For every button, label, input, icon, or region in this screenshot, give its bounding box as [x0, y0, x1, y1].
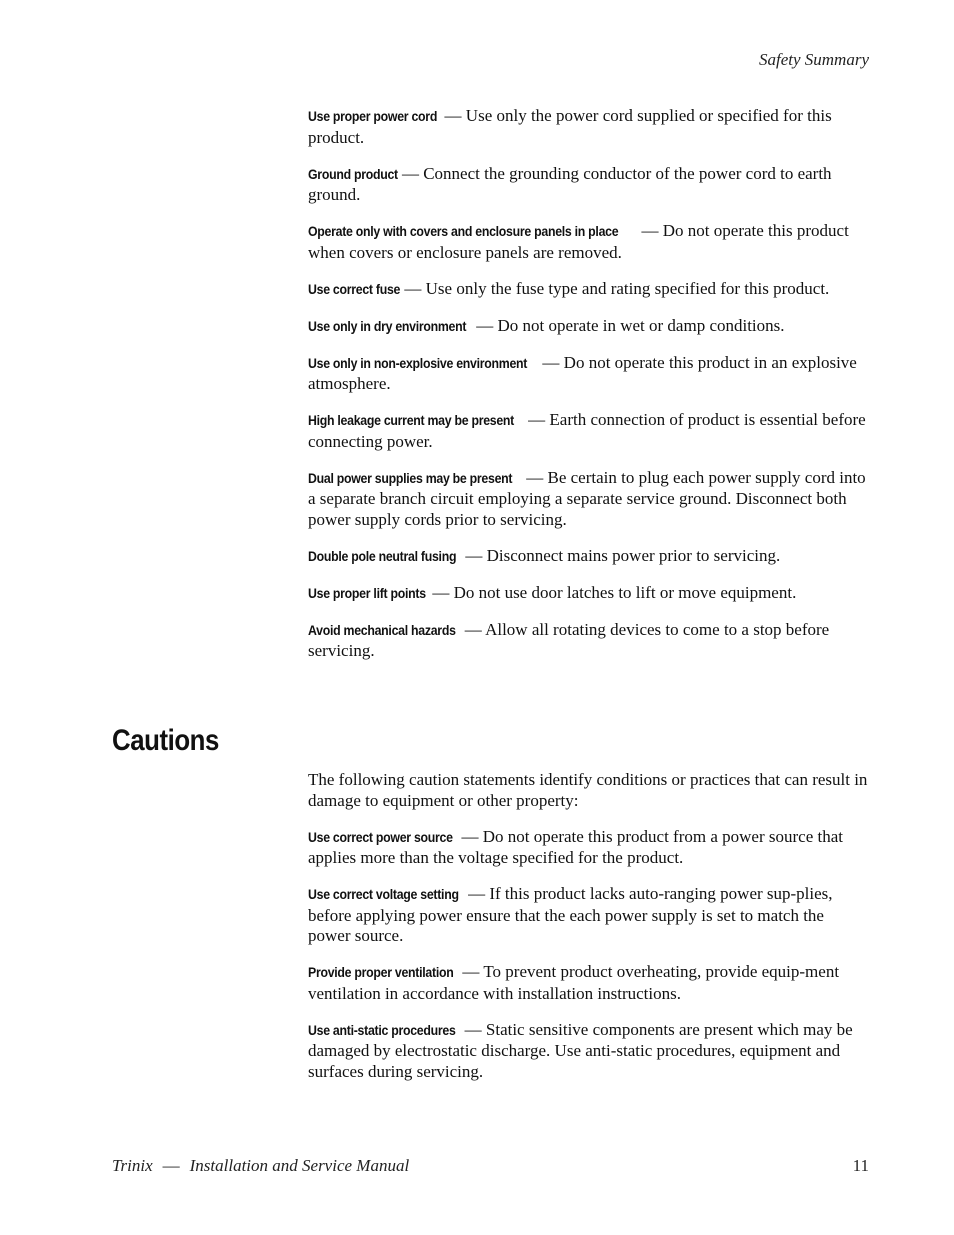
- caution-text: Do not operate this product from a power source that applies more than the voltage specified for the product.: [308, 826, 843, 867]
- footer-separator: —: [162, 1156, 180, 1175]
- caution-item: Use correct power source — Do not operate this product from a power source that applies more than the voltage specified for the product.: [308, 826, 843, 867]
- warning-term: Use proper power cord: [308, 109, 438, 124]
- warning-item: Double pole neutral fusing — Disconnect mains power prior to servicing.: [308, 546, 870, 568]
- warning-text: Connect the grounding conductor of the power cord to earth ground.: [308, 163, 832, 204]
- warning-item: Use correct fuse — Use only the fuse type and rating specified for this product.: [308, 279, 870, 301]
- warning-term: Use proper lift points: [308, 585, 426, 601]
- warning-text: Allow all rotating devices to come to a stop before servicing.: [308, 619, 830, 660]
- warning-list: [308, 106, 870, 677]
- cautions-heading: Cautions: [112, 724, 219, 757]
- footer-manual-title: Installation and Service Manual: [189, 1156, 410, 1175]
- warning-term: Operate only with covers and enclosure panels in place: [308, 224, 619, 239]
- warning-text: Do not use door latches to lift or move equipment.: [453, 582, 797, 602]
- warning-item: Use proper lift points — Do not use door latches to lift or move equipment.: [308, 583, 870, 605]
- footer-product: Trinix: [112, 1156, 153, 1175]
- caution-text: To prevent product overheating, provide equip-ment ventilation in accordance with installation instructions.: [308, 962, 840, 1003]
- warning-item: Use only in dry environment — Do not operate in wet or damp conditions.: [308, 316, 870, 338]
- warning-text: Use only the fuse type and rating specified for this product.: [425, 278, 830, 298]
- warning-item: Use proper power cord — Use only the power cord supplied or specified for this product.: [308, 106, 832, 147]
- caution-list: [308, 770, 870, 1098]
- warning-text: Disconnect mains power prior to servicing.: [486, 545, 781, 565]
- caution-item: Provide proper ventilation — To prevent product overheating, provide equip-ment ventilation in accordance with installation instructions.: [308, 962, 840, 1003]
- caution-term: Use correct power source: [308, 829, 453, 845]
- warning-term: Avoid mechanical hazards: [308, 622, 456, 638]
- caution-item: Use anti-static procedures — Static sensitive components are present which may be damaged by electrostatic discharge. Use anti-static procedures, equipment and surfaces during servicing.: [308, 1019, 853, 1081]
- caution-term: Use correct voltage setting: [308, 887, 459, 902]
- caution-text: Static sensitive components are present which may be damaged by electrostatic discharge. Use anti-static procedures, equipment and surfaces during servicing.: [308, 1019, 853, 1081]
- warning-term: Dual power supplies may be present: [308, 470, 513, 486]
- warning-item: High leakage current may be present — Earth connection of product is essential before connecting power.: [308, 410, 866, 451]
- warning-text: Do not operate in wet or damp conditions.: [497, 315, 785, 335]
- warning-item: Use only in non-explosive environment — Do not operate this product in an explosive atmosphere.: [308, 352, 857, 393]
- warning-term: Use correct fuse: [308, 281, 401, 297]
- caution-item: Use correct voltage setting — If this product lacks auto-ranging power sup-plies, before applying power ensure that the each power supply is set to match the power source.: [308, 884, 833, 945]
- running-footer: [112, 1156, 409, 1176]
- warning-text: Be certain to plug each power supply cord into a separate branch circuit employing a separate service ground. Disconnect both power supply cords prior to servicing.: [308, 467, 866, 529]
- warning-term: Ground product: [308, 166, 398, 182]
- warning-item: Avoid mechanical hazards — Allow all rotating devices to come to a stop before servicing.: [308, 619, 830, 660]
- warning-term: High leakage current may be present: [308, 413, 515, 428]
- warning-term: Use only in dry environment: [308, 318, 467, 334]
- warning-term: Double pole neutral fusing: [308, 548, 457, 564]
- warning-term: Use only in non-explosive environment: [308, 355, 528, 371]
- running-header: Safety Summary: [758, 50, 869, 69]
- warning-item: Operate only with covers and enclosure panels in place — Do not operate this product when covers or enclosure panels are removed.: [308, 221, 849, 262]
- warning-item: Dual power supplies may be present — Be certain to plug each power supply cord into a separate branch circuit employing a separate service ground. Disconnect both power supply cords prior to servicing.: [308, 467, 866, 529]
- warning-text: Do not operate this product in an explosive atmosphere.: [308, 352, 857, 393]
- warning-text: Do not operate this product when covers or enclosure panels are removed.: [308, 221, 849, 262]
- warning-item: Ground product — Connect the grounding conductor of the power cord to earth ground.: [308, 163, 832, 204]
- warning-text: Use only the power cord supplied or specified for this product.: [308, 106, 832, 147]
- cautions-intro: The following caution statements identify conditions or practices that can result in damage to equipment or other property:: [308, 770, 868, 810]
- page-number: 11: [852, 1156, 869, 1175]
- caution-text: If this product lacks auto-ranging power sup-plies, before applying power ensure that the each power supply is set to match the power source.: [308, 884, 833, 945]
- caution-term: Provide proper ventilation: [308, 965, 454, 980]
- warning-text: Earth connection of product is essential before connecting power.: [308, 410, 866, 451]
- caution-term: Use anti-static procedures: [308, 1022, 456, 1038]
